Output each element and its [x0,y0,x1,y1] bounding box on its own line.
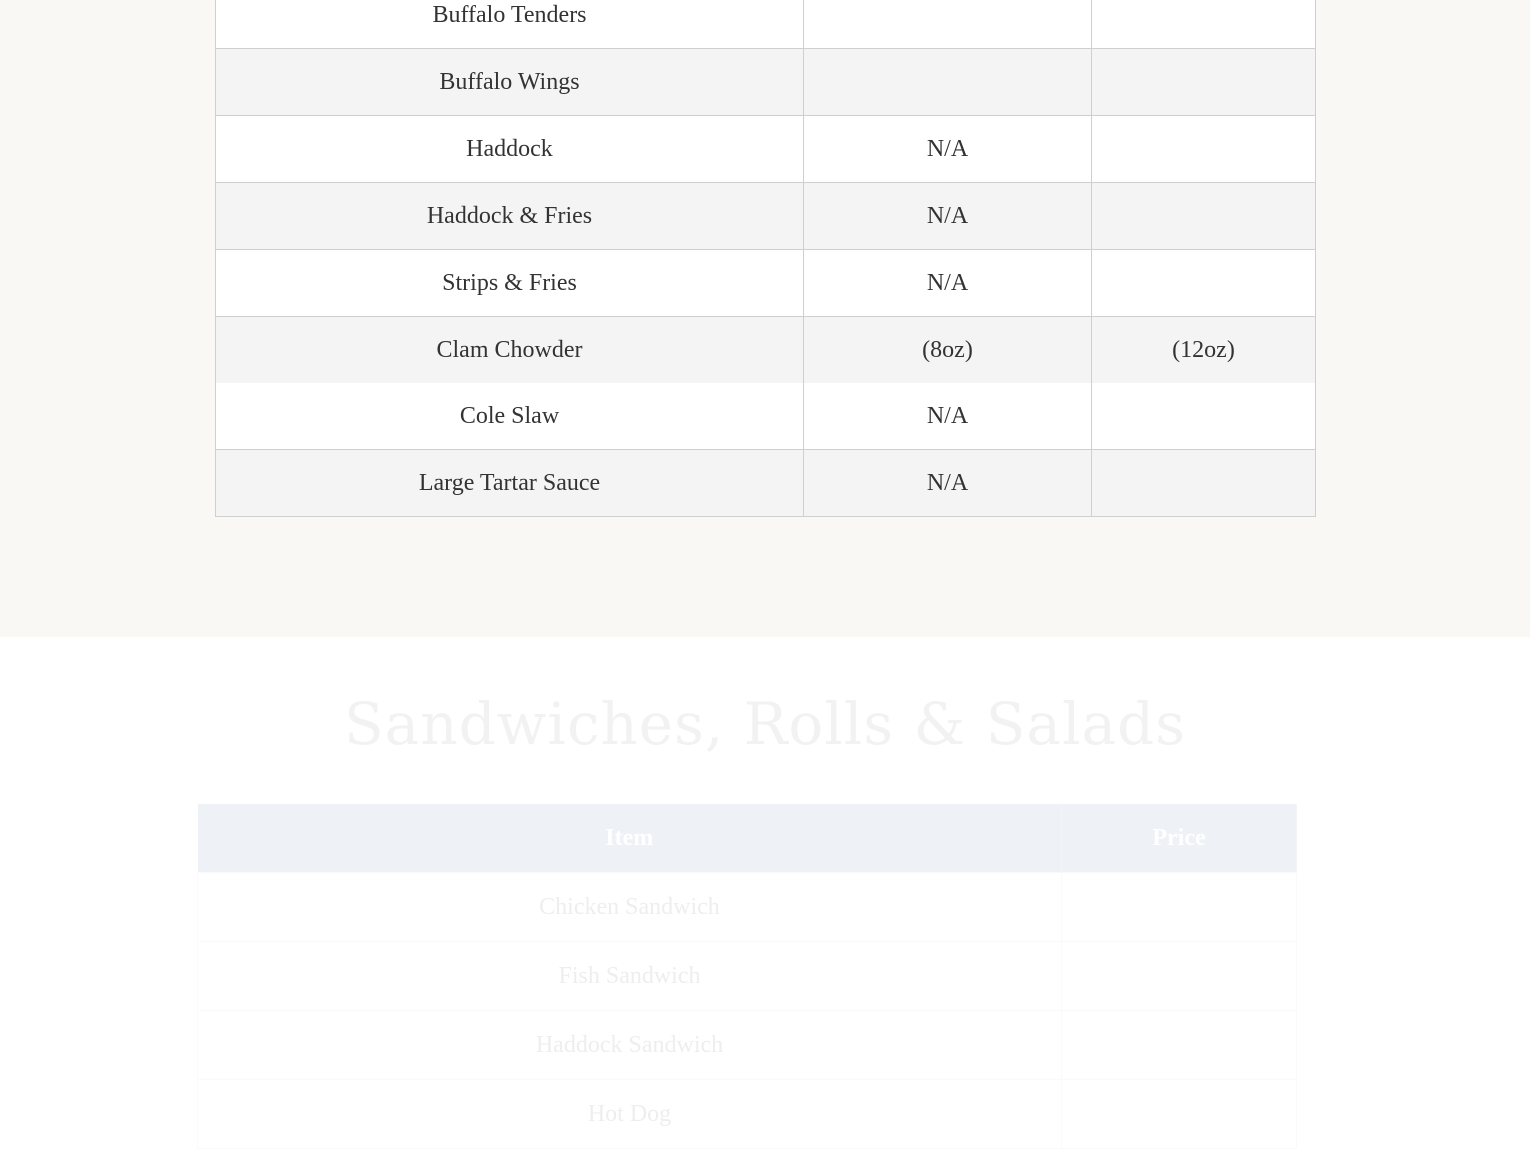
table-row [216,0,1316,49]
table-row [216,317,1316,384]
price-cell [804,0,1092,49]
item-cell: Buffalo Tenders [216,0,804,49]
table-row [216,450,1316,517]
item-cell: Buffalo Wings [216,49,804,116]
item-cell: Haddock [216,116,804,183]
table-row [198,1011,1297,1080]
table-row [198,942,1297,1011]
item-cell: Haddock & Fries [216,183,804,250]
item-cell: Clam Chowder [216,317,804,384]
price-cell: N/A [804,250,1092,317]
table-row [216,250,1316,317]
price-cell [1092,116,1316,183]
price-cell: N/A [804,116,1092,183]
price-cell [1092,49,1316,116]
price-cell: (12oz) [1092,317,1316,384]
section-title: Sandwiches, Rolls & Salads [343,690,1187,758]
price-cell [1092,0,1316,49]
price-cell [1092,250,1316,317]
price-cell: (8oz) [804,317,1092,384]
table-row [216,49,1316,116]
price-cell [1092,383,1316,450]
item-cell: Haddock Sandwich [198,1011,1062,1080]
item-cell: Cole Slaw [216,383,804,450]
price-cell: N/A [804,383,1092,450]
table-row [198,873,1297,942]
price-cell [1092,183,1316,250]
sandwich-menu-table [197,804,1297,1149]
table-header-row [198,804,1297,873]
fish-menu-table [215,0,1316,517]
price-cell [1062,1080,1297,1149]
table-row [216,116,1316,183]
table-row [198,1080,1297,1149]
item-cell: Hot Dog [198,1080,1062,1149]
column-header-item: Item [198,804,1062,873]
item-cell: Large Tartar Sauce [216,450,804,517]
item-cell: Strips & Fries [216,250,804,317]
price-cell [1062,942,1297,1011]
price-cell [1092,450,1316,517]
item-cell: Fish Sandwich [198,942,1062,1011]
price-cell [1062,873,1297,942]
item-cell: Chicken Sandwich [198,873,1062,942]
table-row [216,183,1316,250]
price-cell: N/A [804,450,1092,517]
price-cell [1062,1011,1297,1080]
price-cell [804,49,1092,116]
table-row [216,383,1316,450]
column-header-price: Price [1062,804,1297,873]
price-cell: N/A [804,183,1092,250]
